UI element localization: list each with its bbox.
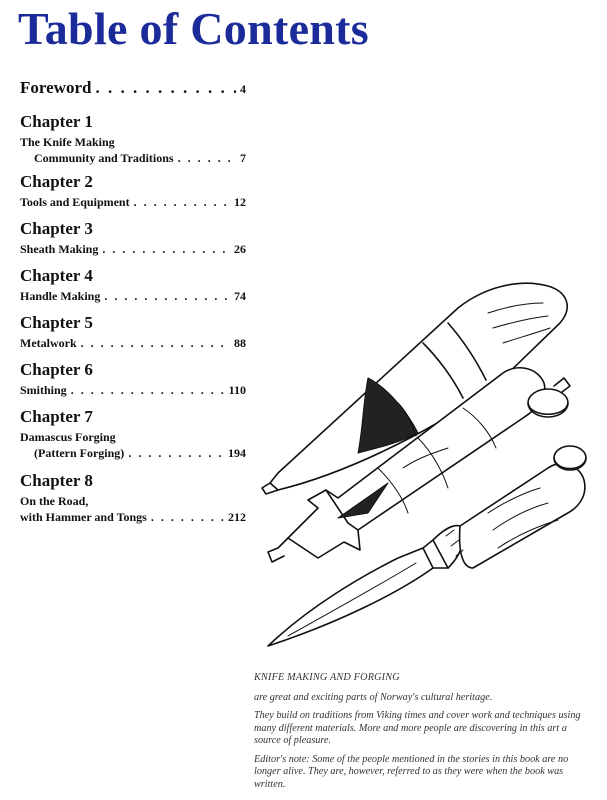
- chapter-heading: Chapter 3: [20, 219, 93, 238]
- page-number: 194: [228, 446, 246, 460]
- page-number: 4: [240, 82, 246, 96]
- leader-dots: [102, 241, 230, 257]
- toc-line: [20, 194, 246, 210]
- chapter-title: Metalwork: [20, 336, 77, 350]
- chapter-title: Smithing: [20, 383, 67, 397]
- chapter-title: Tools and Equipment: [20, 195, 130, 209]
- knife-and-sheath-drawing-icon: [248, 268, 596, 658]
- toc-line: [20, 445, 246, 461]
- leader-dots: [81, 335, 230, 351]
- toc-line: [20, 493, 246, 509]
- page-number: 110: [228, 383, 246, 397]
- leader-dots: [95, 78, 236, 98]
- toc-entry-foreword[interactable]: [20, 78, 246, 116]
- leader-dots: [71, 382, 225, 398]
- toc-line: [20, 150, 246, 166]
- toc-line: [20, 509, 246, 525]
- caption: [254, 672, 594, 797]
- chapter-title: Damascus Forging: [20, 430, 116, 444]
- toc-line: [20, 288, 246, 304]
- toc-line: [20, 429, 246, 445]
- chapter-title: (Pattern Forging): [34, 446, 125, 460]
- chapter-heading: Chapter 5: [20, 313, 93, 332]
- toc-line: [20, 241, 246, 257]
- chapter-heading: Chapter 4: [20, 266, 93, 285]
- page-number: 74: [234, 289, 246, 303]
- toc-entry-chapter-6[interactable]: [20, 360, 246, 407]
- chapter-title: The Knife Making: [20, 135, 115, 149]
- chapter-title: with Hammer and Tongs: [20, 510, 147, 524]
- toc-line: [20, 382, 246, 398]
- toc-entry-chapter-4[interactable]: [20, 266, 246, 313]
- toc-line: [20, 134, 246, 150]
- editors-note: Editor's note: Some of the people mentioned in the stories in this book are no longer alive. They are, however, referred to as they were when the book was written.: [254, 753, 569, 790]
- toc-entry-chapter-5[interactable]: [20, 313, 246, 360]
- toc-line: [20, 78, 246, 99]
- toc-entry-chapter-3[interactable]: [20, 219, 246, 266]
- chapter-title: Community and Traditions: [34, 151, 174, 165]
- page-number: 7: [240, 151, 246, 165]
- page-number: 12: [234, 195, 246, 209]
- page-title: Table of Contents: [18, 3, 369, 54]
- foreword-label: Foreword: [20, 78, 92, 97]
- toc-entry-chapter-1[interactable]: [20, 112, 246, 168]
- chapter-title: Sheath Making: [20, 242, 99, 256]
- toc-entry-chapter-2[interactable]: [20, 172, 246, 219]
- chapter-heading: Chapter 6: [20, 360, 93, 379]
- chapter-heading: Chapter 8: [20, 471, 93, 490]
- page-number: 88: [234, 336, 246, 350]
- caption-paragraph: are great and exciting parts of Norway's cultural heritage.: [254, 691, 493, 703]
- chapter-title: On the Road,: [20, 494, 89, 508]
- toc-line: [20, 335, 246, 351]
- chapter-heading: Chapter 2: [20, 172, 93, 191]
- table-of-contents: [20, 78, 246, 527]
- leader-dots: [151, 509, 224, 525]
- leader-dots: [104, 288, 230, 304]
- toc-entry-chapter-7[interactable]: [20, 407, 246, 471]
- chapter-heading: Chapter 1: [20, 112, 93, 131]
- caption-title: KNIFE MAKING AND FORGING: [254, 672, 400, 683]
- leader-dots: [134, 194, 230, 210]
- chapter-title: Handle Making: [20, 289, 101, 303]
- caption-paragraph: They build on traditions from Viking times and cover work and techniques using many different materials. More and more people are discovering in this art a source of pleasure.: [254, 710, 581, 746]
- leader-dots: [128, 445, 224, 461]
- leader-dots: [178, 150, 236, 166]
- toc-entry-chapter-8[interactable]: [20, 471, 246, 527]
- page-number: 212: [228, 510, 246, 524]
- page-number: 26: [234, 242, 246, 256]
- chapter-heading: Chapter 7: [20, 407, 93, 426]
